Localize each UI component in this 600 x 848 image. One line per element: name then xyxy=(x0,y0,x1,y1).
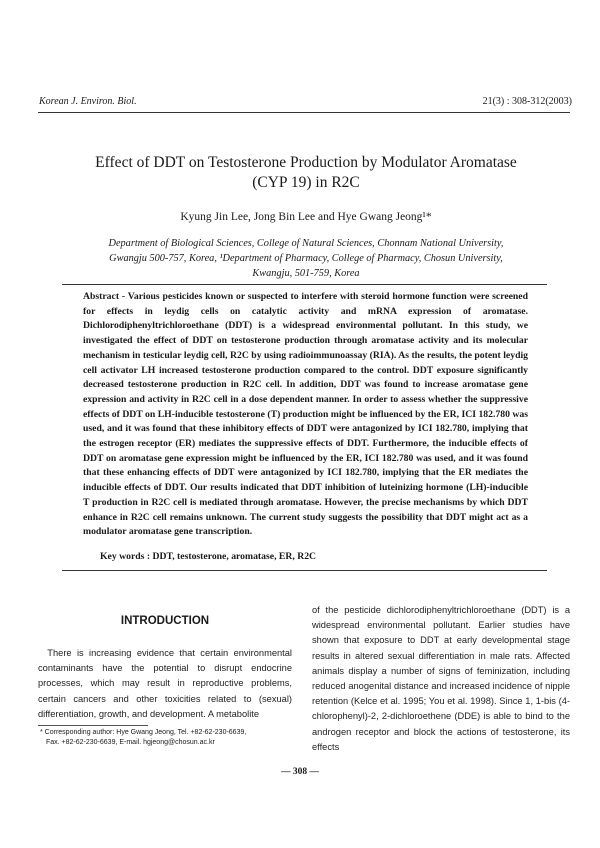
footnote-line-1: * Corresponding author: Hye Gwang Jeong, Tel. +82-62-230-6639, xyxy=(40,729,247,736)
abstract-top-rule xyxy=(62,284,547,285)
header-rule xyxy=(38,112,570,113)
footnote-rule xyxy=(38,725,148,726)
title-line-2: (CYP 19) in R2C xyxy=(252,174,360,191)
abstract-bottom-rule xyxy=(62,570,547,571)
abstract: Abstract - Various pesticides known or suspected to interfere with steroid hormone function were screened for effects in leydig cells on catalytic activity and mRNA expression of aromatase. Dichlorodiphenyltrichloroethane (DDT) is a widespread environmental pollutant. In this study, we investigated the effect of DDT on testosterone production through aromatase activity and its molecular mechanism in testicular leydig cell, R2C by using radioimmunoassay (RIA). As the results, the potent leydig cell activator LH increased testosterone production compared to the control. DDT exposure significantly decreased testosterone production in R2C cell. In addition, DDT was found to increase aromatase gene expression and activity in R2C cell in a dose dependent manner. In order to assess whether the suppressive effects of DDT on LH-inducible testosterone (T) production might be influenced by the ER, ICI 182.780 was used, and it was found that these inhibitory effects of DDT were antagonized by ICI 182.780, implying that the estrogen receptor (ER) mediates the suppressive effects of DDT. Furthermore, the inducible effects of DDT on aromatase gene expression might be influenced by the ER, ICI 182.780 was used, and it was found that these enhancing effects of DDT were antagonized by ICI 182.780, implying that the ER mediates the inducible effects of DDT. Our results indicated that DDT inhibition of luteinizing hormone (LH)-inducible T production in R2C cell is mediated through aromatase. However, the precise mechanisms by which DDT enhance in R2C cell remains unknown. The current study suggests the possibility that DDT might act as a modulator aromatase gene transcription. xyxy=(83,291,528,538)
affiliation-line-1: Department of Biological Sciences, College of Natural Sciences, Chonnam National University, xyxy=(108,238,504,249)
affiliations xyxy=(60,236,552,281)
page-number: — 308 — xyxy=(281,767,319,777)
affiliation-line-2: Gwangju 500-757, Korea, ¹Department of Pharmacy, College of Pharmacy, Chosun University, xyxy=(109,253,503,264)
section-heading: INTRODUCTION xyxy=(120,615,210,627)
title-line-1: Effect of DDT on Testosterone Production by Modulator Aromatase xyxy=(95,154,517,171)
affiliation-line-3: Kwangju, 501-759, Korea xyxy=(252,268,360,279)
article-title xyxy=(40,153,572,193)
citation: 21(3) : 308-312(2003) xyxy=(482,96,572,107)
intro-left-column xyxy=(38,646,292,722)
keywords: Key words : DDT, testosterone, aromatase, ER, R2C xyxy=(100,551,317,562)
intro-right-column: of the pesticide dichlorodiphenyltrichloroethane (DDT) is a widespread environmental pollutant. Earlier studies have shown that exposure to DDT at early developmental stage results in altered sexual differentiation in male rats. Affected animals display a number of signs of feminization, including reduced anogenital distance and increased incidence of nipple retention (Kelce et al. 1995; You et al. 1998). Since 1, 1-bis (4-chlorophenyl)-2, 2-dichloroethene (DDE) is able to bind to the androgen receptor and block the actions of testosterone, its effects xyxy=(312,605,570,752)
footnote-line-2: Fax. +82-62-230-6639, E-mail. hgjeong@chosun.ac.kr xyxy=(46,739,215,746)
authors: Kyung Jin Lee, Jong Bin Lee and Hye Gwang Jeong¹* xyxy=(180,211,432,223)
footnote xyxy=(40,728,294,748)
intro-left-text: There is increasing evidence that certain environmental contaminants have the potential to disrupt endocrine processes, which may result in reproductive problems, certain cancers and other toxicities related to (sexual) differentiation, growth, and development. A metabolite xyxy=(38,648,292,719)
journal-name: Korean J. Environ. Biol. xyxy=(39,96,137,107)
